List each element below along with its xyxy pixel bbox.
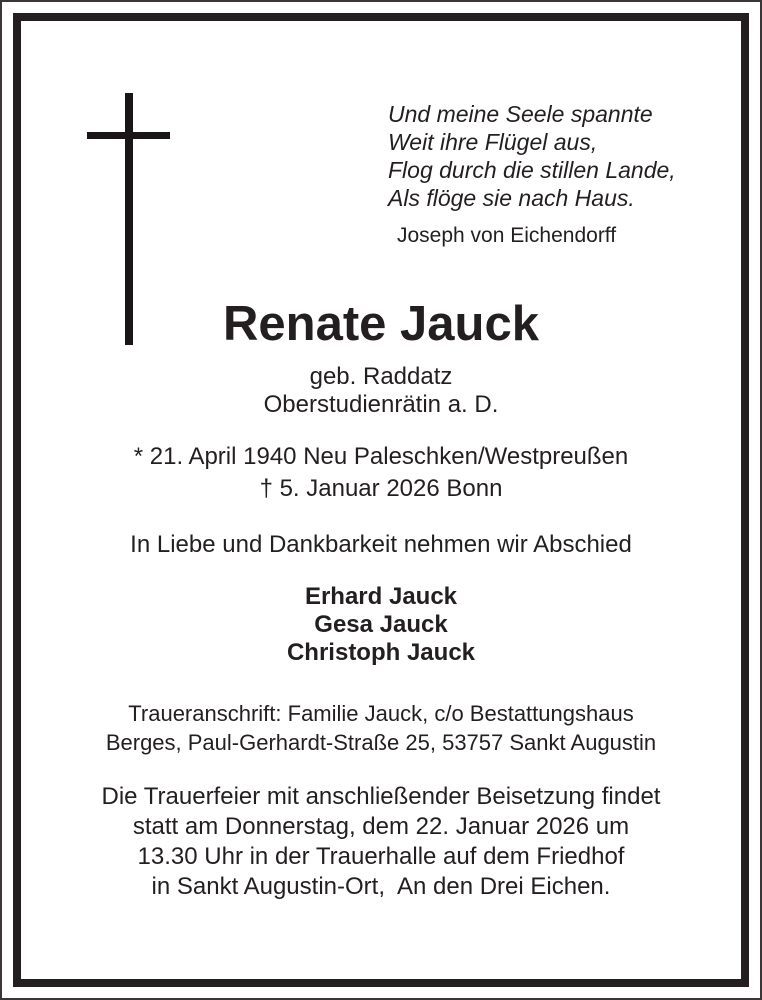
funeral-info-line: 13.30 Uhr in der Trauerhalle auf dem Friedhof xyxy=(137,843,625,870)
deceased-maiden-name: geb. Raddatz xyxy=(309,363,453,390)
condolence-address xyxy=(21,699,741,757)
poem-line: Als flöge sie nach Haus. xyxy=(388,185,635,211)
mourner-name: Erhard Jauck xyxy=(304,583,458,610)
condolence-address-line: Berges, Paul-Gerhardt-Straße 25, 53757 Sankt Augustin xyxy=(105,730,657,755)
funeral-information xyxy=(21,782,741,902)
death-date-line: † 5. Januar 2026 Bonn xyxy=(259,475,503,502)
poem-line: Und meine Seele spannte xyxy=(388,101,653,127)
condolence-address-line: Traueranschrift: Familie Jauck, c/o Bestattungshaus xyxy=(128,701,634,726)
deceased-title: Oberstudienrätin a. D. xyxy=(263,391,499,418)
cross-horizontal-bar xyxy=(87,132,170,139)
mourner-name: Christoph Jauck xyxy=(286,639,476,666)
obituary-inner-frame xyxy=(13,13,749,987)
birth-date-line: * 21. April 1940 Neu Paleschken/Westpreußen xyxy=(133,443,629,470)
mourner-name: Gesa Jauck xyxy=(314,611,448,638)
farewell-line: In Liebe und Dankbarkeit nehmen wir Abschied xyxy=(130,531,632,558)
funeral-info-line: Die Trauerfeier mit anschließender Beisetzung findet xyxy=(101,783,661,810)
memorial-poem xyxy=(388,100,676,249)
mourners-list xyxy=(21,583,741,667)
deceased-name: Renate Jauck xyxy=(223,297,539,351)
poem-line: Flog durch die stillen Lande, xyxy=(388,157,676,183)
funeral-info-line: statt am Donnerstag, dem 22. Januar 2026 um xyxy=(132,813,630,840)
poem-attribution: Joseph von Eichendorff xyxy=(397,224,617,247)
funeral-info-line: in Sankt Augustin-Ort, An den Drei Eichen. xyxy=(151,873,611,900)
life-dates xyxy=(21,441,741,505)
poem-line: Weit ihre Flügel aus, xyxy=(388,129,598,155)
